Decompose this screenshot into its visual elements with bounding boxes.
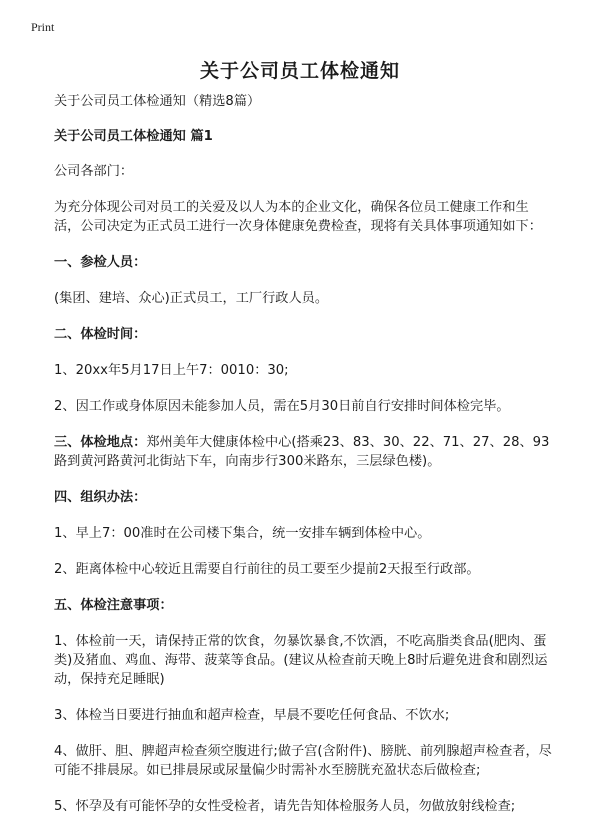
section5-item-4: 4、做肝、胆、脾超声检查须空腹进行;做子宫(含附件)、膀胱、前列腺超声检查者，尽可能不排晨尿。如已排晨尿或尿量偏少时需补水至膀胱充盈状态后做检查; <box>54 744 552 778</box>
article-heading: 关于公司员工体检通知 篇1 <box>54 129 213 144</box>
section4-item-1: 1、早上7：00准时在公司楼下集合，统一安排车辆到体检中心。 <box>54 526 431 541</box>
section2-item-2: 2、因工作或身体原因未能参加人员，需在5月30日前自行安排时间体检完毕。 <box>54 399 510 414</box>
salutation: 公司各部门： <box>54 164 134 179</box>
section3-heading: 三、体检地点： <box>54 435 147 450</box>
section5-item-1: 1、体检前一天，请保持正常的饮食，勿暴饮暴食,不饮酒，不吃高脂类食品(肥肉、蛋类)及猪血、鸡血、海带、菠菜等食品。(建议从检查前天晚上8时后避免进食和剧烈运动，保持充足睡眠) <box>54 634 548 687</box>
section5-item-5: 5、怀孕及有可能怀孕的女性受检者，请先告知体检服务人员，勿做放射线检查; <box>54 799 516 814</box>
section4-heading: 四、组织办法： <box>54 490 147 505</box>
document-subtitle: 关于公司员工体检通知（精选8篇） <box>54 94 261 109</box>
intro-paragraph: 为充分体现公司对员工的关爱及以人为本的企业文化，确保各位员工健康工作和生活，公司决定为正式员工进行一次身体健康免费检查，现将有关具体事项通知如下： <box>54 200 542 234</box>
section2-item-1: 1、20xx年5月17日上午7：0010：30; <box>54 363 289 378</box>
section1-heading: 一、参检人员： <box>54 255 147 270</box>
section3-paragraph <box>54 433 554 471</box>
section5-item-3: 3、体检当日要进行抽血和超声检查，早晨不要吃任何食品、不饮水; <box>54 708 450 723</box>
print-link[interactable]: Print <box>31 20 55 34</box>
section2-heading: 二、体检时间： <box>54 327 147 342</box>
section3-text: 郑州美年大健康体检中心(搭乘23、83、30、22、71、27、28、93路到黄河路黄河北街站下车，向南步行300米路东，三层绿色楼)。 <box>54 435 550 469</box>
section4-item-2: 2、距离体检中心较近且需要自行前往的员工要至少提前2天报至行政部。 <box>54 562 480 577</box>
document-body <box>54 92 554 816</box>
page-title: 关于公司员工体检通知 <box>199 60 400 82</box>
section5-heading: 五、体检注意事项： <box>54 598 173 613</box>
section1-text: (集团、建培、众心)正式员工，工厂行政人员。 <box>54 291 329 306</box>
